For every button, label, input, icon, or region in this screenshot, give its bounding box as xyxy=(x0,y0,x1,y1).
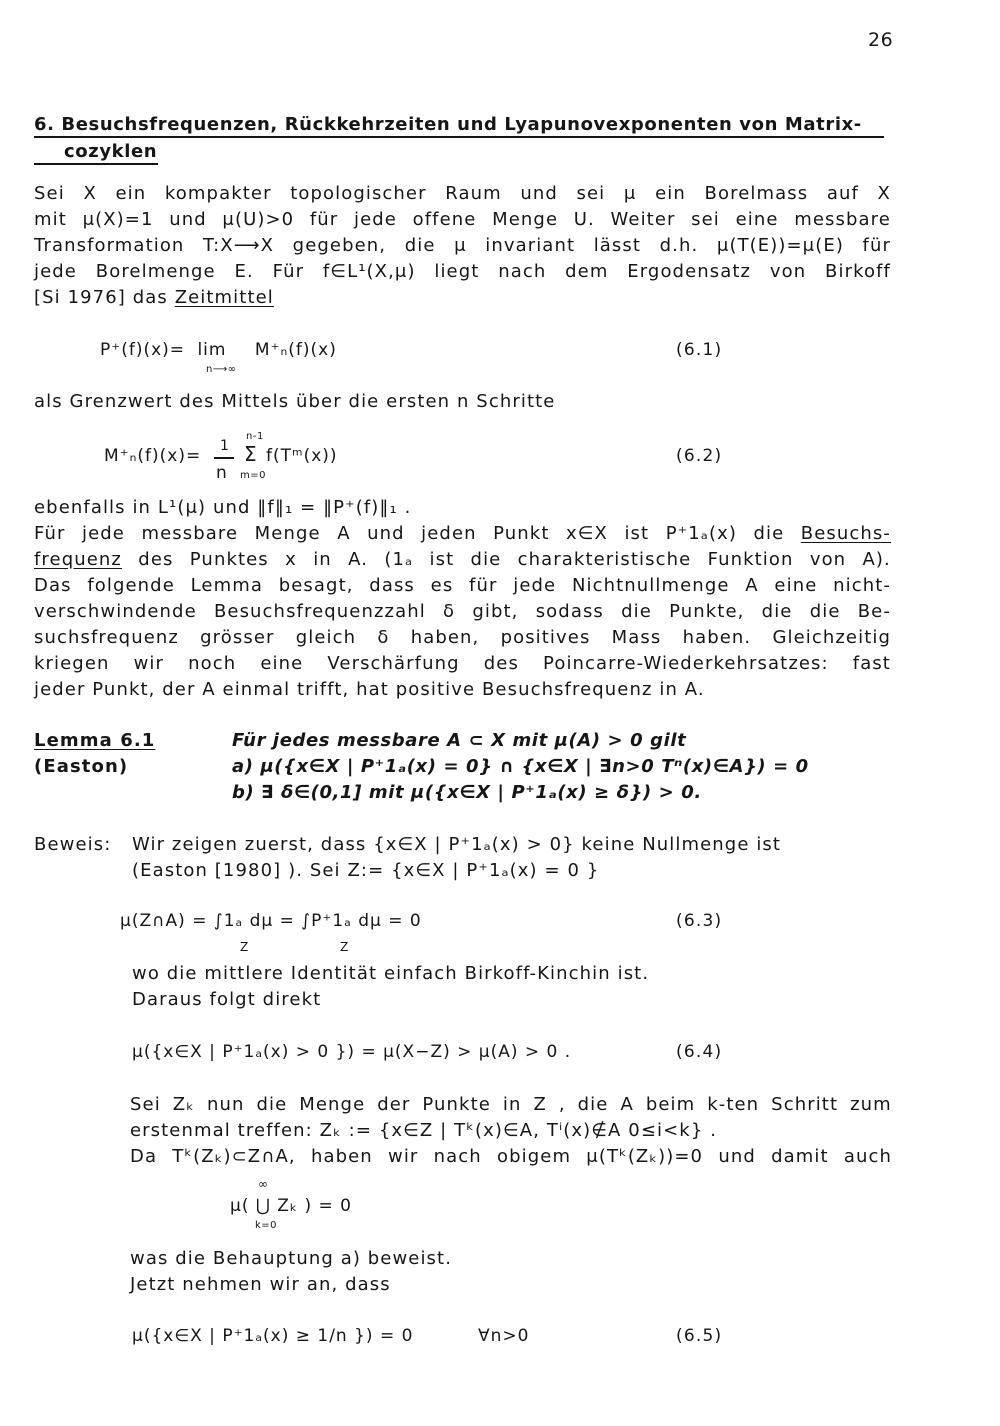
intro-word: Für xyxy=(272,261,305,282)
para2-word: nicht- xyxy=(833,575,891,596)
proof-word: Da xyxy=(130,1146,158,1167)
proof-label: Beweis: xyxy=(34,834,112,855)
eq65-forall: ∀n>0 xyxy=(478,1326,530,1346)
intro-word: dem xyxy=(565,261,609,282)
proof-word: nun xyxy=(206,1094,245,1115)
eq62-lhs: M⁺ₙ(f)(x)= xyxy=(104,446,202,466)
union-upper: ∞ xyxy=(258,1177,269,1191)
proof-word: , xyxy=(558,1094,566,1115)
intro-word: die xyxy=(404,235,436,256)
proof-word: in xyxy=(502,1094,522,1115)
eq62-sum-lower: m=0 xyxy=(240,470,266,481)
proof-word: auch xyxy=(843,1146,892,1167)
eq63-integral-sub-2: Z xyxy=(340,940,349,954)
para2-word: haben. xyxy=(682,627,752,648)
para2-word: charakteristische xyxy=(517,549,692,570)
eq61-lhs: P⁺(f)(x)= xyxy=(100,340,186,360)
lemma-title: Lemma 6.1 xyxy=(34,730,156,751)
intro-word: liegt xyxy=(434,261,480,282)
proof-word: k-ten xyxy=(707,1094,760,1115)
eq62-sum-sign: Σ xyxy=(244,442,258,466)
intro-word: ein xyxy=(655,183,686,204)
para2-word: x xyxy=(285,549,297,570)
intro-word: Borelmenge xyxy=(95,261,216,282)
para2-word: A xyxy=(745,575,759,596)
intro-word: und xyxy=(520,183,558,204)
para2-word: des xyxy=(138,549,174,570)
equation-union: μ( ⋃ Zₖ ) = 0 xyxy=(230,1196,352,1216)
proof-word: beim xyxy=(645,1094,696,1115)
union-lower: k=0 xyxy=(255,1220,278,1231)
eq61-label: (6.1) xyxy=(676,340,723,360)
intro-word: d.h. xyxy=(659,235,699,256)
proof-word: der xyxy=(377,1094,411,1115)
intro-word: Ergodensatz xyxy=(627,261,752,282)
intro-word: X xyxy=(877,183,891,204)
para2-word: A). xyxy=(862,549,891,570)
intro-word: Raum xyxy=(445,183,502,204)
intro-word: μ(X)=1 xyxy=(82,209,154,230)
eq62-sum-upper: n-1 xyxy=(246,431,264,442)
para2-word: jeden xyxy=(421,523,477,544)
eq62-denominator: n xyxy=(216,463,228,483)
intro-word: sei xyxy=(691,209,720,230)
equation-6-4: μ({x∈X | P⁺1ₐ(x) > 0 }) = μ(X−Z) > μ(A) > 0 . xyxy=(132,1042,572,1062)
proof-line-7 xyxy=(130,1146,892,1168)
proof-line-2: (Easton [1980] ). Sei Z:= {x∈X | P⁺1ₐ(x) = 0 } xyxy=(132,860,600,881)
proof-line-9: Jetzt nehmen wir an, dass xyxy=(130,1274,391,1295)
para2-word: suchsfrequenz xyxy=(34,627,179,648)
intro-word: für xyxy=(309,209,339,230)
proof-word: und xyxy=(718,1146,756,1167)
proof-line-3: wo die mittlere Identität einfach Birkoff-Kinchin ist. xyxy=(132,963,650,984)
para2-word: in xyxy=(313,549,332,570)
intro-word: Menge xyxy=(492,209,559,230)
intro-word: Borelmass xyxy=(704,183,809,204)
para2-word: ist xyxy=(429,549,455,570)
para2-word: folgende xyxy=(87,575,175,596)
intro-line-5 xyxy=(34,287,274,309)
eq61-lim: lim xyxy=(197,340,227,360)
text-after-6-1: als Grenzwert des Mittels über die ersten n Schritte xyxy=(34,391,556,412)
citation-text: [Si 1976] das xyxy=(34,287,168,308)
proof-word: die xyxy=(577,1094,609,1115)
term-besuchs: Besuchs- xyxy=(800,523,891,544)
para2-word: Lemma xyxy=(190,575,263,596)
para2-word: A. xyxy=(348,549,369,570)
eq61-limit-subscript: n⟶∞ xyxy=(206,364,237,375)
para2-word: A xyxy=(337,523,351,544)
eq65-label: (6.5) xyxy=(676,1326,723,1346)
proof-word: damit xyxy=(771,1146,829,1167)
proof-word: Punkte xyxy=(422,1094,491,1115)
para2-word: Punkt xyxy=(493,523,550,544)
proof-word: wir xyxy=(388,1146,419,1167)
proof-word: obigem xyxy=(497,1146,572,1167)
intro-word: U. xyxy=(573,209,595,230)
proof-word: Menge xyxy=(299,1094,366,1115)
para2-word: δ xyxy=(443,601,456,622)
eq62-numerator: 1 xyxy=(220,438,230,454)
proof-word: Zₖ xyxy=(172,1094,195,1115)
para2-line-5 xyxy=(34,601,891,623)
intro-word: jede xyxy=(34,261,77,282)
lemma-author: (Easton) xyxy=(34,756,129,777)
proof-word: zum xyxy=(850,1094,892,1115)
para2-word: Für xyxy=(34,523,66,544)
intro-word: gegeben, xyxy=(292,235,387,256)
para2-word: die xyxy=(470,549,502,570)
intro-word: nach xyxy=(498,261,547,282)
proof-line-5 xyxy=(130,1094,892,1116)
para2-word: Funktion xyxy=(707,549,794,570)
proof-word: haben xyxy=(310,1146,373,1167)
lemma-part-a: a) μ({x∈X | P⁺1ₐ(x) = 0} ∩ {x∈X | ∃n>0 Tⁿ(x)∈A}) = 0 xyxy=(232,756,809,777)
lemma-part-b: b) ∃ δ∈(0,1] mit μ({x∈X | P⁺1ₐ(x) ≥ δ}) > 0. xyxy=(232,782,702,803)
proof-word: die xyxy=(256,1094,288,1115)
para2-word: für xyxy=(469,575,498,596)
equation-6-1 xyxy=(100,340,337,360)
proof-line-6: erstenmal treffen: Zₖ := {x∈Z | Tᵏ(x)∈A, Tⁱ(x)∉A 0≤i<k} . xyxy=(130,1120,718,1141)
para2-word: die xyxy=(753,523,785,544)
intro-line-1 xyxy=(34,183,891,205)
intro-word: kompakter xyxy=(164,183,272,204)
intro-word: Weiter xyxy=(610,209,676,230)
intro-word: E. xyxy=(234,261,254,282)
para2-word: eine xyxy=(774,575,818,596)
para2-word: (1ₐ xyxy=(384,549,414,570)
section-heading-line1: 6. Besuchsfrequenzen, Rückkehrzeiten und Lyapunovexponenten von Matrix- xyxy=(34,114,862,135)
para2-word: und xyxy=(367,523,405,544)
para2-line-6 xyxy=(34,627,891,649)
intro-word: f∈L¹(X,μ) xyxy=(322,261,416,282)
intro-word: μ(T(E))=μ(E) xyxy=(716,235,844,256)
para2-word: sodass xyxy=(535,601,604,622)
intro-word: sei xyxy=(576,183,606,204)
para2-word: noch xyxy=(188,653,237,674)
proof-word: Z xyxy=(533,1094,547,1115)
para2-word: von xyxy=(809,549,847,570)
eq63-integral-sub-1: Z xyxy=(240,940,249,954)
para2-word: δ xyxy=(377,627,390,648)
para2-word: gleich xyxy=(295,627,357,648)
heading-underline-1 xyxy=(34,136,884,138)
term-zeitmittel: Zeitmittel xyxy=(174,287,274,308)
para2-word: die xyxy=(809,601,841,622)
equation-6-2 xyxy=(104,446,201,466)
intro-word: lässt xyxy=(593,235,642,256)
para2-word: die xyxy=(621,601,652,622)
intro-word: mit xyxy=(34,209,67,230)
para2-word: P⁺1ₐ(x) xyxy=(665,523,737,544)
eq62-label: (6.2) xyxy=(676,446,723,466)
para2-word: Nichtnullmenge xyxy=(571,575,730,596)
heading-underline-2 xyxy=(34,163,158,165)
equation-6-3: μ(Z∩A) = ∫1ₐ dμ = ∫P⁺1ₐ dμ = 0 xyxy=(120,911,422,931)
intro-word: μ xyxy=(454,235,467,256)
para2-word: Besuchsfrequenzzahl xyxy=(213,601,426,622)
eq62-body: f(Tᵐ(x)) xyxy=(266,446,338,466)
proof-word: Schritt xyxy=(771,1094,839,1115)
para2-word: jede xyxy=(81,523,125,544)
intro-word: ein xyxy=(115,183,147,204)
proof-word: A xyxy=(620,1094,634,1115)
para2-word: kriegen xyxy=(34,653,110,674)
eq61-rhs: M⁺ₙ(f)(x) xyxy=(254,340,337,360)
para2-line-3 xyxy=(34,549,891,571)
proof-word: μ(Tᵏ(Zₖ))=0 xyxy=(586,1146,704,1167)
para2-word: haben, xyxy=(410,627,480,648)
term-frequenz: frequenz xyxy=(34,549,122,570)
intro-word: auf xyxy=(826,183,859,204)
para2-word: dass xyxy=(369,575,415,596)
intro-word: μ xyxy=(623,183,637,204)
lemma-statement: Für jedes messbare A ⊂ X mit μ(A) > 0 gilt xyxy=(232,730,687,751)
intro-word: Birkoff xyxy=(825,261,891,282)
para2-line-1: ebenfalls in L¹(μ) und ‖f‖₁ = ‖P⁺(f)‖₁ . xyxy=(34,497,412,518)
para2-word: gibt, xyxy=(472,601,519,622)
intro-word: invariant xyxy=(485,235,576,256)
proof-line-4: Daraus folgt direkt xyxy=(132,989,322,1010)
para2-word: besagt, xyxy=(278,575,354,596)
intro-word: messbare xyxy=(794,209,891,230)
intro-line-4 xyxy=(34,261,891,283)
para2-word: jede xyxy=(513,575,557,596)
intro-word: Sei xyxy=(34,183,65,204)
para2-word: Mass xyxy=(611,627,662,648)
para2-line-7 xyxy=(34,653,891,675)
para2-word: die xyxy=(761,601,793,622)
para2-word: positives xyxy=(500,627,591,648)
para2-line-4 xyxy=(34,575,891,597)
para2-word: ist xyxy=(624,523,650,544)
eq62-fraction-bar xyxy=(214,457,234,459)
intro-word: eine xyxy=(735,209,779,230)
para2-word: Punkte, xyxy=(669,601,745,622)
para2-word: Menge xyxy=(254,523,321,544)
eq63-label: (6.3) xyxy=(676,911,723,931)
eq64-label: (6.4) xyxy=(676,1042,723,1062)
intro-word: μ(U)>0 xyxy=(222,209,295,230)
intro-word: jede xyxy=(353,209,397,230)
intro-word: für xyxy=(862,235,891,256)
para2-word: verschwindende xyxy=(34,601,197,622)
intro-word: offene xyxy=(412,209,477,230)
intro-line-2 xyxy=(34,209,891,231)
intro-word: X xyxy=(83,183,97,204)
para2-word: wir xyxy=(133,653,165,674)
proof-line-1: Wir zeigen zuerst, dass {x∈X | P⁺1ₐ(x) > 0} keine Nullmenge ist xyxy=(132,834,782,855)
intro-word: topologischer xyxy=(290,183,427,204)
para2-word: fast xyxy=(852,653,891,674)
proof-line-8: was die Behauptung a) beweist. xyxy=(130,1248,453,1269)
para2-word: Das xyxy=(34,575,72,596)
para2-word: des xyxy=(483,653,519,674)
proof-word: Tᵏ(Zₖ)⊂Z∩A, xyxy=(172,1146,296,1167)
proof-word: Sei xyxy=(130,1094,161,1115)
page-number: 26 xyxy=(868,29,894,51)
intro-line-3 xyxy=(34,235,891,257)
equation-6-5: μ({x∈X | P⁺1ₐ(x) ≥ 1/n }) = 0 xyxy=(132,1326,414,1346)
para2-word: x∈X xyxy=(565,523,608,544)
para2-word: Poincarre-Wiederkehrsatzes: xyxy=(543,653,829,674)
proof-word: nach xyxy=(433,1146,482,1167)
para2-word: eine xyxy=(260,653,304,674)
intro-word: und xyxy=(169,209,207,230)
para2-word: Gleichzeitig xyxy=(772,627,891,648)
para2-line-2 xyxy=(34,523,891,545)
section-heading-line2: cozyklen xyxy=(64,141,158,162)
para2-word: messbare xyxy=(141,523,239,544)
intro-word: T:X⟶X xyxy=(203,235,275,256)
para2-word: grösser xyxy=(200,627,275,648)
para2-word: Verschärfung xyxy=(327,653,460,674)
para2-word: Punktes xyxy=(189,549,269,570)
para2-line-8: jeder Punkt, der A einmal trifft, hat positive Besuchsfrequenz in A. xyxy=(34,679,705,700)
intro-word: Transformation xyxy=(34,235,185,256)
para2-word: es xyxy=(430,575,454,596)
intro-word: von xyxy=(769,261,807,282)
para2-word: Be- xyxy=(857,601,891,622)
